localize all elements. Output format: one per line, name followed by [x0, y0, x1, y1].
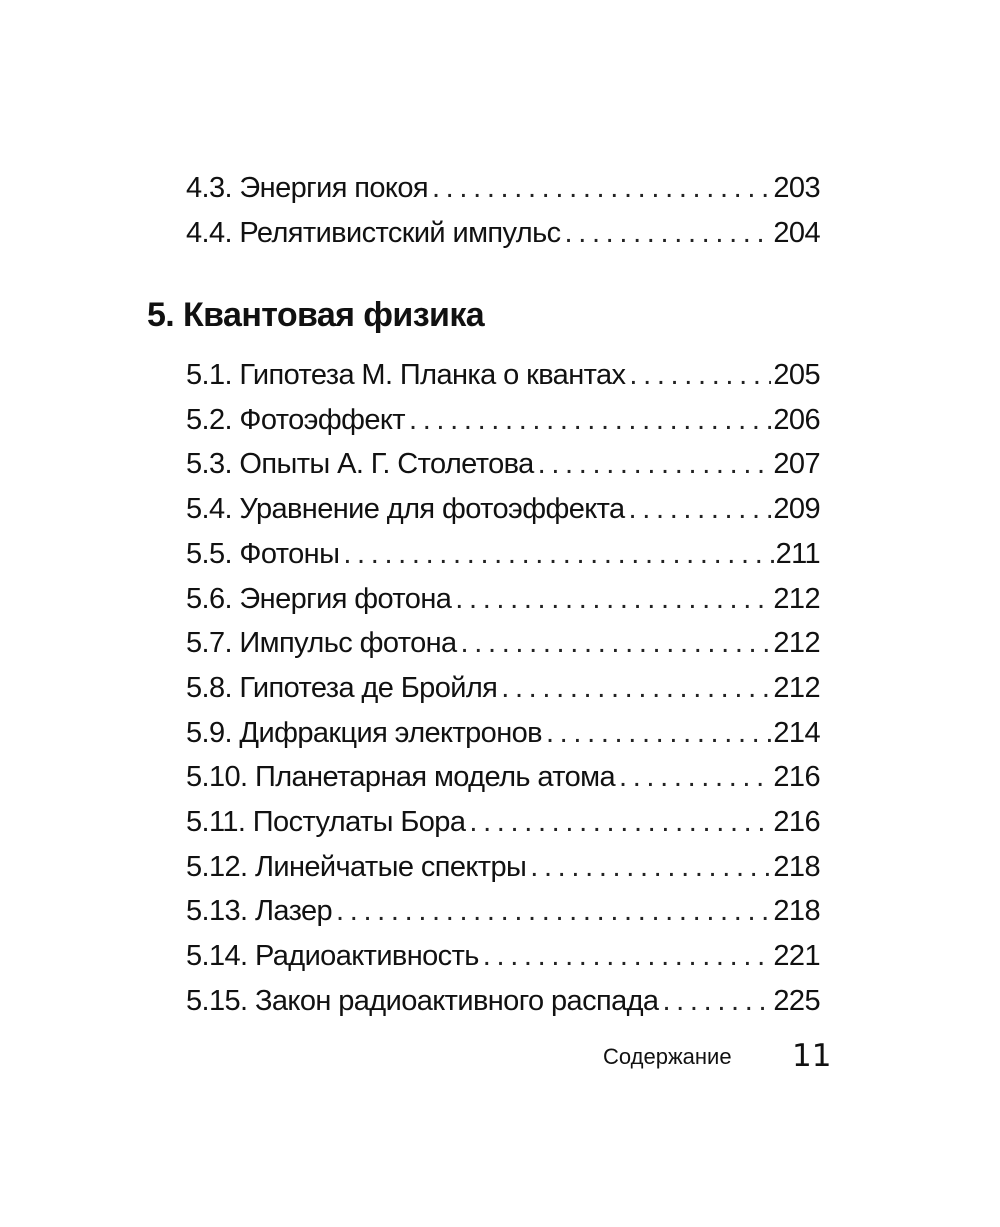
- page-number: 11: [792, 1038, 832, 1074]
- toc-entry: [186, 353, 820, 397]
- toc-entry-title: 5.12. Линейчатые спектры: [186, 850, 527, 883]
- toc-entry-title: 5.10. Планетарная модель атома: [186, 761, 615, 794]
- toc-entry-title: 5.8. Гипотеза де Бройля: [186, 671, 498, 704]
- toc-entry-title: 4.3. Энергия покоя: [186, 172, 428, 204]
- toc-entry-page: 205: [773, 359, 820, 391]
- toc-entry: [186, 979, 820, 1023]
- toc-entry: [186, 889, 820, 933]
- dot-leader: [483, 934, 772, 978]
- toc-entry-title: 5.6. Энергия фотона: [186, 582, 452, 615]
- toc-entry: [186, 621, 820, 665]
- toc-entry: [186, 666, 820, 710]
- dot-leader: [629, 487, 772, 531]
- toc-entry-title: 5.9. Дифракция электронов: [186, 716, 542, 749]
- toc-entry-page: 211: [775, 537, 820, 570]
- toc-entry-title: 4.4. Релятивистский импульс: [186, 217, 561, 249]
- toc-entry-title: 5.7. Импульс фотона: [186, 627, 457, 660]
- toc-entry-page: 214: [773, 716, 820, 749]
- dot-leader: [538, 442, 772, 486]
- chapter-heading: 5. Квантовая физика: [147, 296, 485, 334]
- dot-leader: [662, 979, 771, 1023]
- toc-entry-title: 5.3. Опыты А. Г. Столетова: [186, 448, 534, 481]
- toc-entry: [186, 577, 820, 621]
- dot-leader: [469, 800, 771, 844]
- toc-entry: [186, 398, 820, 442]
- toc-entry-page: 212: [773, 582, 820, 615]
- toc-entry-page: 212: [773, 671, 820, 704]
- toc-entry-title: 5.1. Гипотеза М. Планка о квантах: [186, 359, 626, 391]
- toc-entry-page: 207: [773, 448, 820, 481]
- toc-entry-page: 206: [773, 403, 820, 436]
- toc-entry-page: 218: [773, 895, 820, 928]
- toc-entry: [186, 211, 820, 255]
- toc-entry: [186, 166, 820, 210]
- toc-entry: [186, 934, 820, 978]
- toc-entry-title: 5.14. Радиоактивность: [186, 940, 479, 973]
- toc-entry: [186, 442, 820, 486]
- toc-entry-title: 5.2. Фотоэффект: [186, 403, 405, 436]
- toc-entry: [186, 711, 820, 755]
- toc-entry-page: 212: [773, 627, 820, 660]
- toc-entry-page: 225: [773, 984, 820, 1017]
- toc-entry-page: 221: [773, 940, 820, 973]
- running-footer-label: Содержание: [603, 1044, 732, 1069]
- toc-entry-page: 204: [773, 217, 820, 249]
- dot-leader: [343, 532, 773, 576]
- dot-leader: [565, 211, 772, 255]
- dot-leader: [619, 755, 771, 799]
- toc-entry-title: 5.15. Закон радиоактивного распада: [186, 984, 659, 1017]
- dot-leader: [629, 353, 771, 397]
- toc-entry-page: 203: [773, 172, 820, 204]
- dot-leader: [501, 666, 771, 710]
- dot-leader: [432, 166, 771, 210]
- toc-entry-page: 209: [773, 493, 820, 526]
- toc-entry-page: 216: [773, 761, 820, 794]
- dot-leader: [546, 711, 771, 755]
- dot-leader: [336, 889, 771, 933]
- toc-entry-title: 5.11. Постулаты Бора: [186, 806, 466, 838]
- toc-entry: [186, 532, 820, 576]
- toc-entry-title: 5.5. Фотоны: [186, 537, 340, 570]
- toc-entry-title: 5.4. Уравнение для фотоэффекта: [186, 493, 625, 526]
- toc-entry-page: 218: [773, 850, 820, 883]
- dot-leader: [461, 621, 772, 665]
- toc-entry: [186, 800, 820, 844]
- toc-entry: [186, 845, 820, 889]
- toc-entry: [186, 755, 820, 799]
- toc-entry-title: 5.13. Лазер: [186, 895, 333, 928]
- dot-leader: [409, 398, 771, 442]
- toc-entry: [186, 487, 820, 531]
- dot-leader: [455, 577, 771, 621]
- toc-entry-page: 216: [773, 806, 820, 838]
- dot-leader: [530, 845, 771, 889]
